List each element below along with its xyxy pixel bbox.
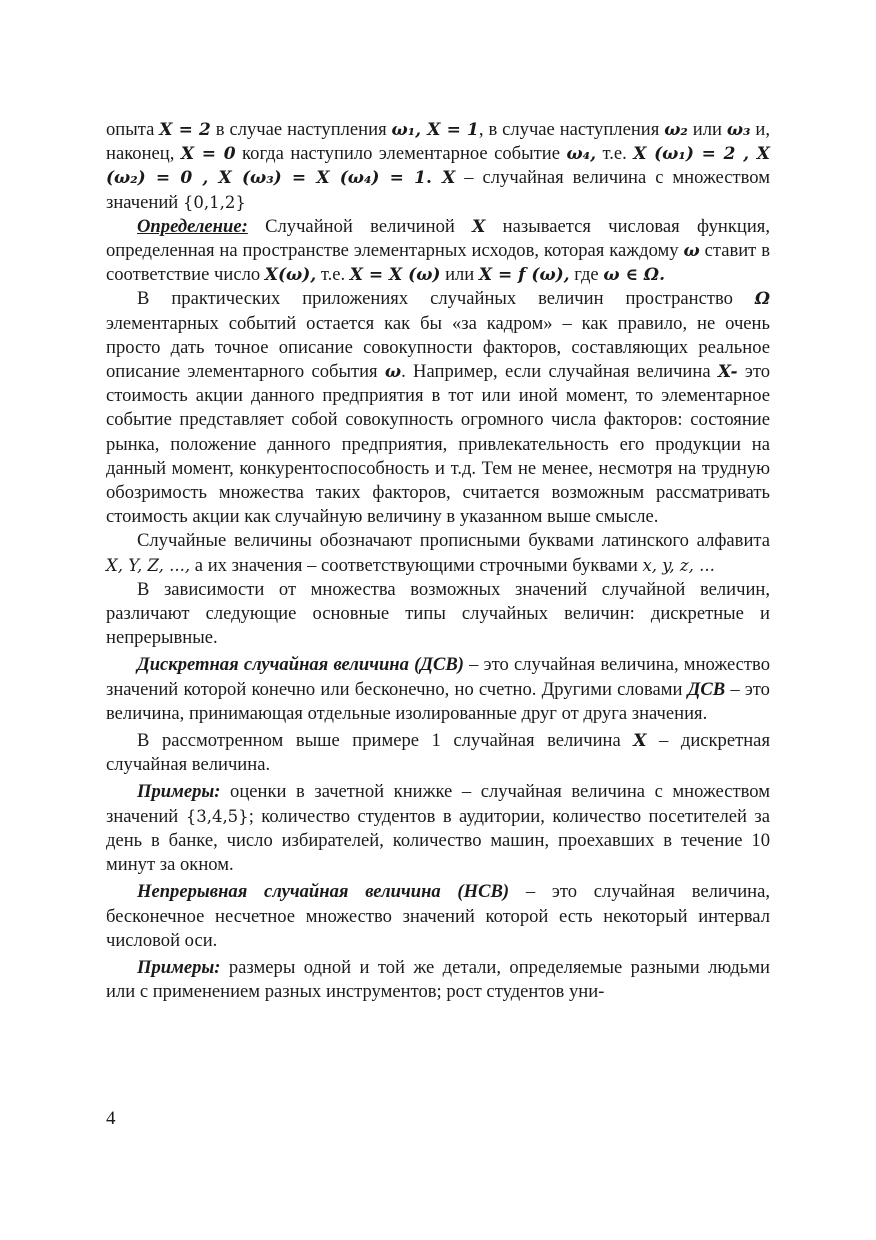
text: и, наконец,	[106, 119, 770, 165]
examples-label: Примеры:	[137, 956, 221, 978]
text: В зависимости от множества возможных значений случайной величин, различают следующие основные типы случайных величин: дискретные и непрерывные.	[106, 578, 770, 649]
formula: x, y, z, ...	[642, 555, 715, 575]
examples-label: Примеры:	[137, 781, 221, 803]
paragraph-types	[106, 578, 770, 651]
text: т.е.	[596, 143, 627, 165]
text: – это величина, принимающая отдельные изолированные друг от друга значения.	[106, 678, 770, 724]
text: размеры одной и той же детали, определяемые разными людьми или с применением разных инструментов; рост студентов уни-	[106, 956, 770, 1003]
text: называется числовая функция, определенная на пространстве элементарных исходов, которая каждому	[106, 215, 770, 262]
formula: ω ∈ Ω.	[603, 265, 665, 286]
text: – это случайная величина, бесконечное несчетное множество значений которой есть некоторый интервал числовой оси.	[106, 881, 770, 951]
formula: X = 2	[159, 120, 211, 140]
page-body	[106, 118, 770, 1004]
paragraph-continuous-definition	[106, 880, 770, 953]
text: Случайные величины обозначают прописными буквами латинского алфавита	[137, 530, 770, 552]
text: опыта	[106, 119, 160, 140]
formula: {3,4,5}	[185, 806, 249, 826]
text: Случайной величиной	[247, 215, 473, 237]
text: В практических приложениях случайных величин пространство	[137, 288, 755, 310]
formula: X = X (ω)	[349, 265, 441, 286]
text: это стоимость акции данного предприятия в тот или иной момент, то элементарное событие представляет собой совокупность огромного числа факторов: состояние рынка, положение данного предприятия, привлекательность его продукции на данный момент, конкурентоспособность и т.д. Тем не менее, несмотря на трудную обозримость множества таких факторов, считается возможным рассматривать стоимость акции как случайную величину в указанном выше смысле.	[106, 361, 770, 528]
formula: X, Y, Z, ...,	[106, 555, 191, 575]
text: когда наступило элементарное событие	[235, 143, 567, 165]
text: или	[692, 119, 727, 140]
formula: Ω	[754, 289, 770, 310]
formula: ω₂	[664, 120, 688, 140]
formula: X	[633, 731, 647, 752]
term-label: Непрерывная случайная величина (НСВ)	[137, 881, 510, 903]
formula: ω₁, X = 1	[391, 120, 479, 140]
text: , в случае наступления	[478, 119, 665, 140]
formula: ω	[384, 362, 402, 383]
text: – это случайная величина, множество значений которой конечно или бесконечно, но счетно. Другими словами	[106, 654, 771, 700]
paragraph-continuous-examples	[106, 956, 770, 1004]
text: оценки в зачетной книжке – случайная величина с множеством значений	[106, 781, 770, 827]
formula: X = 0	[180, 144, 236, 165]
paragraph-example-reference	[106, 729, 770, 777]
term-label: Дискретная случайная величина (ДСВ)	[137, 654, 464, 676]
formula: ω₃	[726, 120, 751, 140]
formula: X	[442, 168, 456, 189]
text: – случайная величина	[455, 167, 647, 189]
text: .	[425, 168, 443, 189]
text: в случае наступления	[210, 119, 392, 140]
text: или	[440, 264, 479, 286]
paragraph-discrete-definition	[106, 653, 770, 726]
paragraph-notation	[106, 529, 770, 577]
text: ; количество студентов в аудитории, количество посетителей за день в банке, число избирателей, количество машин, проехавших в течение 10 минут за окном.	[106, 805, 770, 876]
text: а их значения – соответствующими строчными буквами	[190, 554, 643, 576]
text: где	[574, 264, 604, 286]
formula: X-	[717, 362, 738, 383]
text: – дискретная случайная величина.	[106, 730, 770, 776]
text: . Например, если случайная величина	[401, 361, 718, 383]
formula: {0,1,2}	[182, 192, 246, 212]
text: с множеством значений	[106, 167, 771, 213]
text: элементарных событий остается как бы «за кадром» – как правило, не очень просто дать точное описание совокупности факторов, составляющих реальное описание элементарного события	[106, 312, 770, 383]
formula: X = f (ω),	[478, 265, 570, 286]
paragraph-practical-applications	[106, 287, 770, 529]
text: В рассмотренном выше примере 1 случайная величина	[137, 730, 634, 752]
text: ставит в соответствие число	[106, 240, 770, 286]
paragraph-discrete-examples	[106, 780, 770, 877]
definition-label: Определение:	[137, 215, 248, 237]
page-number: 4	[106, 1108, 116, 1129]
formula: X(ω),	[264, 265, 317, 286]
paragraph-example-values	[106, 118, 770, 215]
formula: ω₄,	[566, 144, 596, 165]
formula: ω	[683, 241, 700, 262]
text: т.е.	[316, 264, 350, 286]
paragraph-definition	[106, 215, 770, 288]
term-abbrev: ДСВ	[687, 678, 726, 700]
formula: X	[472, 216, 486, 237]
formula: X (ω₁) = 2 , X (ω₂) = 0 , X (ω₃) = X (ω₄) = 1	[106, 144, 770, 189]
